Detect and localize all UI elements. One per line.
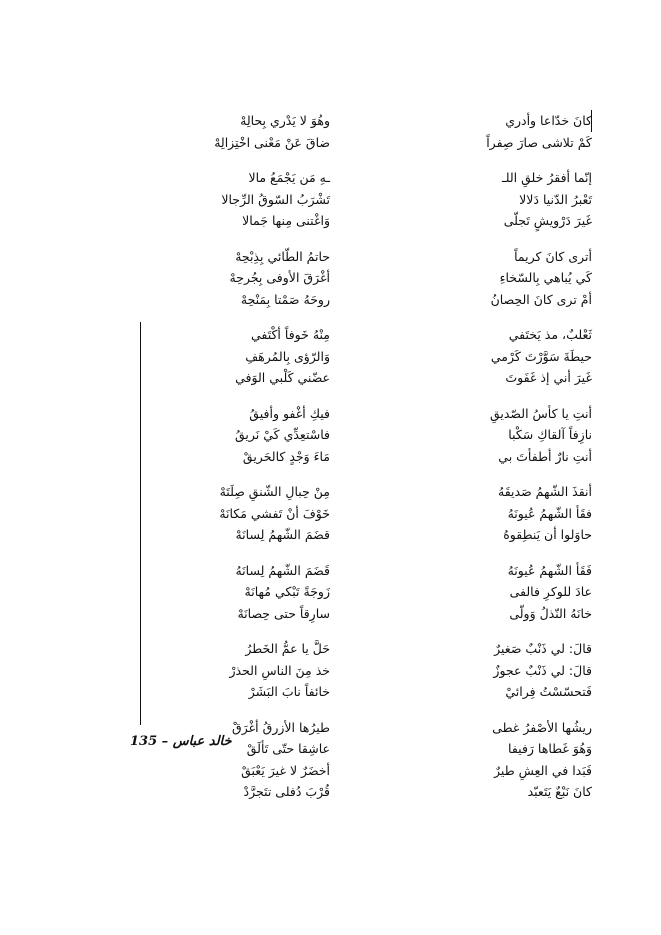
stanza-gap (180, 153, 330, 167)
right-verse-line: ثَعْلبٌ، مذ يَختَفي (508, 327, 592, 342)
right-verse-line: أترى كانَ كريماً (514, 248, 592, 264)
left-verse-line: خائفاً نابَ البَشَرْ (248, 684, 330, 699)
left-verse-line: مِنْ حِبالِ الشّنقِ صِلَتَهْ (219, 484, 330, 499)
left-verse-line: مَاءَ وَجْدٍ كالحَريقْ (242, 448, 330, 464)
right-stanza (420, 324, 592, 389)
right-stanza (420, 167, 592, 232)
right-verse-line: فَبَدا في العِشِ طيرٌ (494, 762, 592, 778)
right-stanza (420, 638, 592, 703)
right-verse-line: أنتِ يا كأسُ الصّديقِ (489, 405, 592, 421)
stanza-gap (420, 546, 592, 560)
left-verse-line: عضّني كَلْبي الوَفي (235, 370, 330, 385)
right-stanza (420, 403, 592, 468)
right-verse-line: كَمْ تلاشى صارَ صِفراً (486, 134, 592, 150)
stanza-gap (420, 624, 592, 638)
right-stanza (420, 560, 592, 625)
left-verse-line: قضَمَ الشّهمُ لِسانَهْ (235, 527, 330, 542)
left-stanza (180, 560, 330, 625)
right-verse-line: نازِفاً آلقاكِ سَكْبا (508, 427, 592, 442)
left-verse-line: خذ مِنَ الناسِ الحذرْ (229, 662, 330, 678)
right-verse-line: ريشُها الأصْفرُ غطى (492, 719, 592, 735)
left-stanza (180, 110, 330, 153)
left-verse-line: وهُوَ لا يَدْري بِحالِهْ (240, 113, 330, 128)
footer-separator: – (161, 734, 169, 749)
stanza-gap (180, 310, 330, 324)
stanza-gap (420, 310, 592, 324)
right-verse-line: كانَ نَبْعٌ يَتَعبّد (527, 784, 592, 799)
left-verse-line: وَالرّؤى بِالمُرهَفِ (245, 348, 330, 364)
stanza-gap (180, 546, 330, 560)
left-stanza (180, 638, 330, 703)
left-verse-line: روحَهُ صَمْتا بِمَنْحِهْ (240, 291, 330, 307)
right-verse-line: عادَ للوكرِ فالفى (509, 584, 592, 599)
right-stanza (420, 717, 592, 803)
left-stanza (180, 167, 330, 232)
poem-left-column (180, 110, 330, 803)
margin-rule-left (140, 322, 141, 725)
stanza-gap (180, 703, 330, 717)
left-verse-line: أغْرَقَ الأوفى بِجُرحِهْ (229, 270, 330, 285)
right-verse-line: فَقَأ الشّهمُ عُيونَهُ (507, 562, 592, 578)
stanza-gap (420, 467, 592, 481)
stanza-gap (420, 232, 592, 246)
stanza-gap (420, 703, 592, 717)
right-verse-line: تَعْبرُ الدّنيا دَلالا (519, 191, 592, 207)
left-stanza (180, 246, 330, 311)
stanza-gap (180, 232, 330, 246)
left-stanza (180, 481, 330, 546)
right-verse-line: غَيرَ أني إذ غَفَوتَ (505, 370, 592, 385)
left-verse-line: تَشْرَبُ السّوقُ الرِّجالا (221, 191, 330, 207)
left-verse-line: أخضَرٌ لا غيرَ يَعْبَقْ (241, 762, 330, 778)
right-verse-line: خانَهُ النّذلُ وَولّى (509, 605, 592, 621)
left-stanza (180, 403, 330, 468)
left-verse-line: عاشِقا حتّى تَألَقْ (246, 741, 330, 756)
right-verse-line: وَهُوَ غَطاها رَفيفا (508, 741, 592, 756)
left-verse-line: فيكِ أغْفو وأفيقُ (249, 405, 330, 421)
left-verse-line: سارِقاً حتى حِصانَهْ (237, 605, 330, 621)
right-verse-line: أنقذَ الشّهمُ صَديقَهُ (498, 484, 592, 499)
page-number: 135 (130, 734, 158, 749)
left-verse-line: قَضَمَ الشّهمُ لِسانَهُ (235, 562, 330, 578)
right-verse-line: أمْ ترى كانَ الحِصانُ (490, 291, 592, 307)
right-stanza (420, 246, 592, 311)
stanza-gap (180, 389, 330, 403)
right-verse-line: كَي يُباهي بِالسّخاءِ (499, 270, 592, 285)
left-verse-line: وَاغْتنى مِنها جَمالا (242, 213, 330, 228)
poem-right-column (420, 110, 592, 803)
left-verse-line: حَلَّ يا عمُّ الخَطرُ (245, 641, 330, 656)
page-footer (130, 734, 270, 749)
right-verse-line: حيطَةَ سَوَّرْتَ كَرْمي (490, 348, 592, 364)
right-verse-line: إنّما أفقرُ خلقِ اللـ (502, 170, 592, 185)
left-verse-line: خَوْفَ أنْ تَفشي مَكانَهْ (219, 505, 330, 521)
right-verse-line: فَتحسّسْتُ فِرائيْ (505, 684, 592, 699)
left-verse-line: فاسْتعِدِّي كَيْ نَريقُ (234, 427, 330, 442)
right-stanza (420, 110, 592, 153)
right-verse-line: حاوَلوا أن يَنطِقوهُ (503, 527, 592, 542)
left-verse-line: ـهِ مَن يَجْمَعُ مالا (248, 170, 330, 185)
right-verse-line: قالَ: لي ذَنْبٌ صَغيرٌ (494, 641, 592, 656)
right-verse-line: غَيرَ دَرْويشٍ تَجلّى (503, 213, 592, 228)
right-verse-line: قالَ: لي ذَنْبٌ عجوزٌ (493, 662, 592, 678)
left-verse-line: ضاقَ عَنْ مَعْنى اخْتِزالِهْ (214, 134, 330, 150)
left-verse-line: طيرُها الأزرقُ أغْرَقْ (232, 719, 330, 735)
left-verse-line: قُرْبَ دُفلى تتَجرَّدْ (243, 784, 330, 799)
footer-author: ﺧﺎﻟﺪ ﻋﺒﺎﺱ (172, 734, 232, 749)
right-verse-line: أنتِ نارٌ أطفأتَ بي (498, 448, 592, 464)
right-verse-line: فقَأ الشّهمُ عُيونَهُ (507, 505, 592, 521)
left-verse-line: زَوجَةً تَبْكي مُهانَهْ (244, 584, 330, 599)
left-verse-line: حاتمُ الطّائي بِذِبْحِهْ (235, 248, 330, 264)
stanza-gap (420, 389, 592, 403)
stanza-gap (180, 624, 330, 638)
stanza-gap (420, 153, 592, 167)
stanza-gap (180, 467, 330, 481)
left-stanza (180, 717, 330, 803)
right-verse-line: كانَ خدّاعا وأدري (505, 113, 592, 128)
left-stanza (180, 324, 330, 389)
left-verse-line: مِنْهُ خَوفاً أكْتَفي (250, 327, 330, 342)
right-stanza (420, 481, 592, 546)
